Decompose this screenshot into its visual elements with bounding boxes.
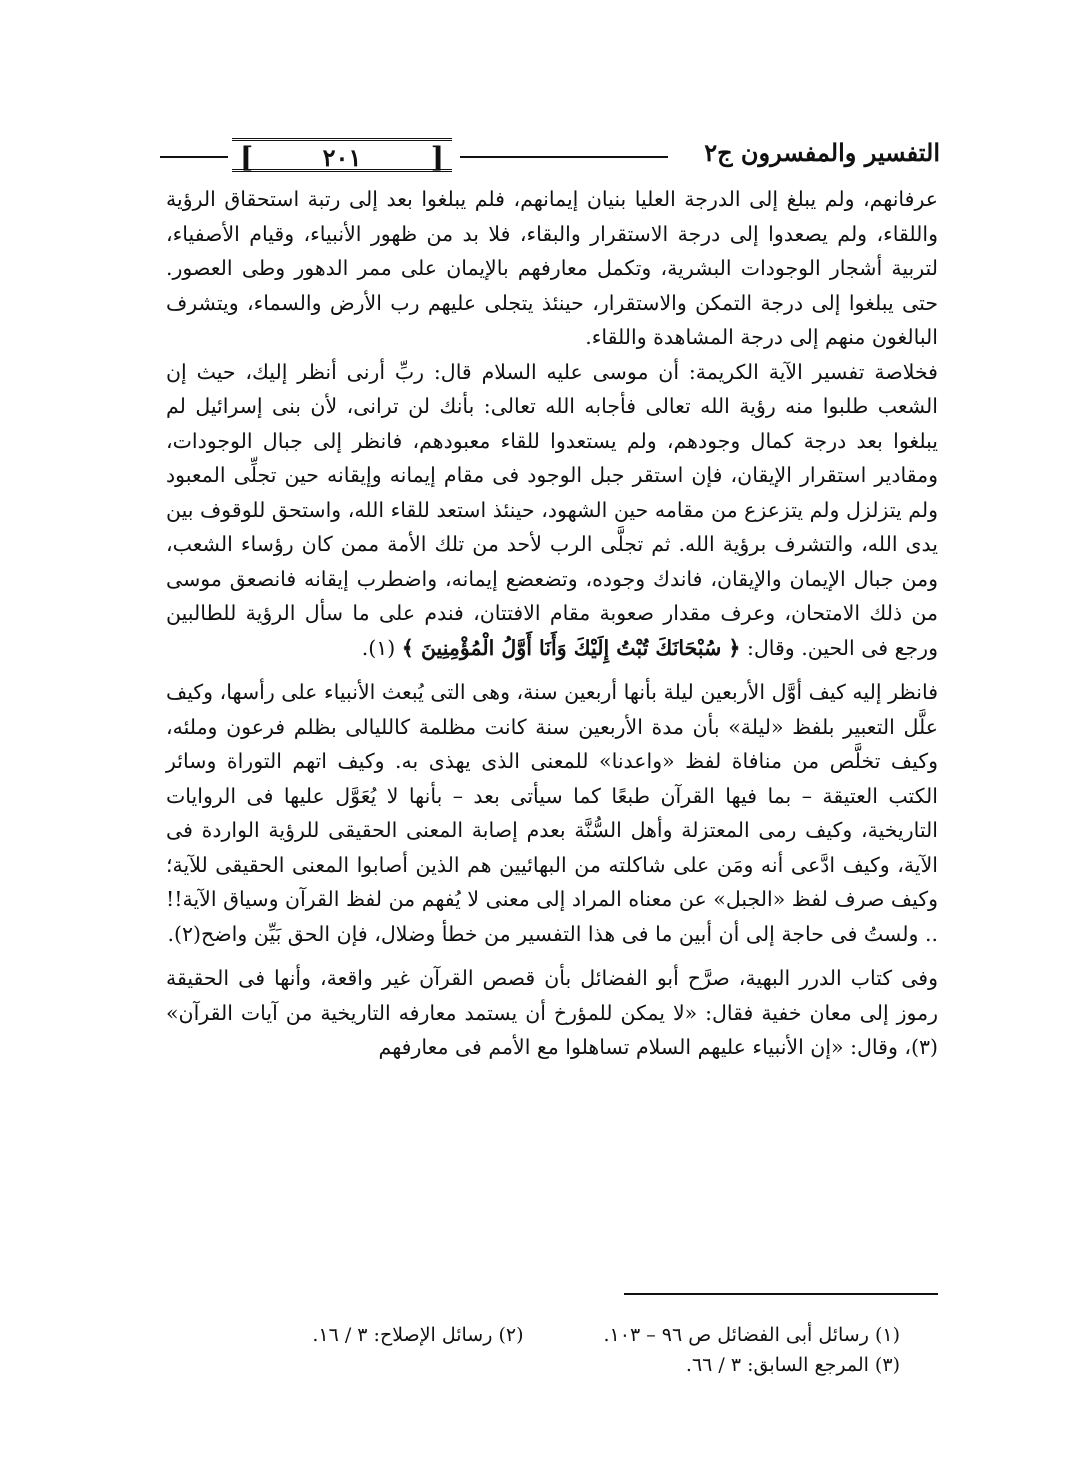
footnote-ref-2: (٢).	[167, 921, 202, 946]
paragraph-3	[166, 675, 938, 951]
running-title: التفسير والمفسرون ج٢	[694, 138, 940, 167]
footnote-row-1	[200, 1320, 900, 1350]
page-number-bracket-left: ]	[240, 141, 254, 174]
paragraph-4: وفى كتاب الدرر البهية، صرَّح أبو الفضائل بأن قصص القرآن غير واقعة، وأنها فى الحقيقة رموز إلى معان خفية فقال: «لا يمكن للمؤرخ أن يستمد معارفه التاريخية من آيات القرآن» (٣)، وقال: «إن الأنبياء عليهم السلام تساهلوا مع الأمم فى معارفهم	[166, 966, 938, 1059]
page-number-box	[232, 138, 452, 172]
page-number: ٢٠١	[322, 143, 362, 172]
paragraph-1: عرفانهم، ولم يبلغ إلى الدرجة العليا بنيان إيمانهم، فلم يبلغوا بعد إلى رتبة استحقاق الرؤية واللقاء، ولم يصعدوا إلى درجة الاستقرار والبقاء، فلا بد من ظهور الأنبياء، وقيام الأصفياء، لتربية أشجار الوجودات البشرية، وتكمل معارفهم بالإيمان على ممر الدهور وطى العصور. حتى يبلغوا إلى درجة التمكن والاستقرار، حينئذ يتجلى عليهم رب الأرض والسماء، ويتشرف البالغون منهم إلى درجة المشاهدة واللقاء.	[166, 187, 938, 349]
footnote-1: (١) رسائل أبى الفضائل ص ٩٦ – ١٠٣.	[603, 1324, 900, 1346]
footnote-ref-1: (١).	[361, 635, 402, 660]
footnote-2: (٢) رسائل الإصلاح: ٣ / ١٦.	[312, 1324, 524, 1346]
page-number-bracket-right: [	[430, 141, 444, 174]
footnote-3: (٣) المرجع السابق: ٣ / ٦٦.	[685, 1354, 900, 1376]
paragraph-3-text: فانظر إليه كيف أوَّل الأربعين ليلة بأنها أربعين سنة، وهى التى يُبعث الأنبياء على رأسها، وكيف علَّل التعبير بلفظ «ليلة» بأن مدة الأربعين سنة كانت مظلمة كالليالى بظلم فرعون وملئه، وكيف تخلَّص من منافاة لفظ «واعدنا» للمعنى الذى يهذى به. وكيف اتهم التوراة وسائر الكتب العتيقة – بما فيها القرآن طبعًا كما سيأتى بعد – بأنها لا يُعَوَّل عليها فى الروايات التاريخية، وكيف رمى المعتزلة وأهل السُّنَّة بعدم إصابة المعنى الحقيقى للرؤية الواردة فى الآية، وكيف ادَّعى أنه ومَن على شاكلته من البهائيين هم الذين أصابوا المعنى الحقيقى للآية؛ وكيف صرف لفظ «الجبل» عن معناه المراد إلى معنى لا يُفهم من لفظ القرآن وسياق الآية!! .. ولستُ فى حاجة إلى أن أبين ما فى هذا التفسير من خطأ وضلال، فإن الحق بَيِّن واضح	[166, 680, 938, 946]
page-header	[160, 136, 940, 180]
footnotes	[200, 1320, 900, 1380]
footnote-separator	[624, 1293, 938, 1295]
footnote-row-2	[200, 1350, 900, 1380]
paragraph-2-text: فخلاصة تفسير الآية الكريمة: أن موسى عليه السلام قال: ربِّ أرنى أنظر إليك، حيث إن الشعب طلبوا منه رؤية الله تعالى فأجابه الله تعالى: بأنك لن ترانى، لأن بنى إسرائيل لم يبلغوا بعد درجة كمال وجودهم، ولم يستعدوا للقاء معبودهم، فانظر إلى جبال الوجودات، ومقادير استقرار الإيقان، فإن استقر جبل الوجود فى مقام إيمانه وإيقانه حين تجلِّى المعبود ولم يتزلزل ولم يتزعزع من مقامه حين الشهود، حينئذ استعد للقاء الله، واستحق للوقوف بين يدى الله، والتشرف برؤية الله. ثم تجلَّى الرب لأحد من تلك الأمة ممن كان رؤساء الشعب، ومن جبال الإيمان والإيقان، فاندك وجوده، وتضعضع إيمانه، واضطرب إيقانه فانصعق موسى من ذلك الامتحان، وعرف مقدار صعوبة مقام الافتتان، فندم على ما سأل الرؤية للطالبين ورجع فى الحين. وقال:	[166, 359, 938, 660]
quran-verse: ﴿ سُبْحَانَكَ تُبْتُ إِلَيْكَ وَأَنَا أَوَّلُ الْمُؤْمِنِينَ ﴾	[401, 635, 741, 660]
paragraph-2	[166, 355, 938, 666]
body-text	[166, 182, 938, 1065]
header-rule-left	[160, 156, 228, 158]
header-rule-right	[460, 156, 668, 158]
